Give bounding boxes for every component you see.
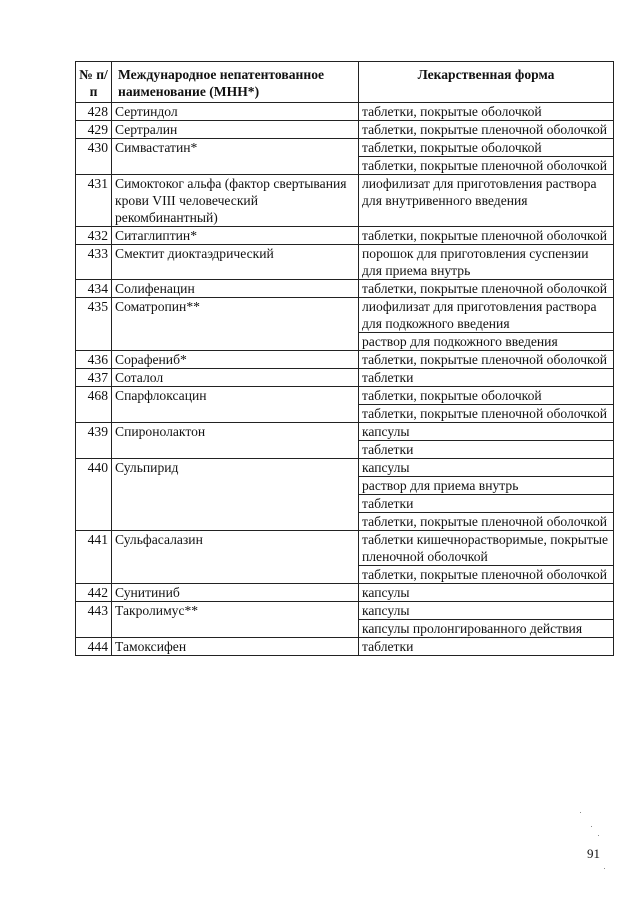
dosage-form: таблетки [359, 441, 614, 459]
scan-speck [598, 835, 599, 836]
dosage-form: таблетки, покрытые пленочной оболочкой [359, 566, 614, 584]
table-row [76, 227, 614, 245]
dosage-form: раствор для приема внутрь [359, 477, 614, 495]
table-row [76, 369, 614, 387]
table-row [76, 638, 614, 656]
drug-name: Такролимус** [112, 602, 359, 638]
row-number: 441 [76, 531, 112, 584]
row-number: 468 [76, 387, 112, 423]
dosage-form: таблетки, покрытые оболочкой [359, 387, 614, 405]
dosage-form: таблетки, покрытые пленочной оболочкой [359, 157, 614, 175]
dosage-form: капсулы [359, 459, 614, 477]
header-dosage-form: Лекарственная форма [359, 62, 614, 103]
dosage-form: порошок для приготовления суспензии для приема внутрь [359, 245, 614, 280]
drug-name: Спарфлоксацин [112, 387, 359, 423]
dosage-form: лиофилизат для приготовления раствора для подкожного введения [359, 298, 614, 333]
drug-name: Сертиндол [112, 103, 359, 121]
dosage-form: таблетки, покрытые оболочкой [359, 139, 614, 157]
row-number: 444 [76, 638, 112, 656]
table-header-row [76, 62, 614, 103]
drug-name: Сунитиниб [112, 584, 359, 602]
drug-name: Сертралин [112, 121, 359, 139]
drug-name: Соталол [112, 369, 359, 387]
drug-forms-table [75, 61, 614, 656]
drug-name: Симоктоког альфа (фактор свертывания крови VIII человеческий рекомбинантный) [112, 175, 359, 227]
table-row [76, 175, 614, 227]
table-row [76, 139, 614, 157]
drug-name: Сульпирид [112, 459, 359, 531]
row-number: 442 [76, 584, 112, 602]
page-number: 91 [587, 846, 600, 861]
table-row [76, 584, 614, 602]
dosage-form: капсулы пролонгированного действия [359, 620, 614, 638]
dosage-form: лиофилизат для приготовления раствора для внутривенного введения [359, 175, 614, 227]
dosage-form: таблетки, покрытые пленочной оболочкой [359, 227, 614, 245]
dosage-form: таблетки, покрытые пленочной оболочкой [359, 121, 614, 139]
drug-name: Солифенацин [112, 280, 359, 298]
dosage-form: таблетки [359, 495, 614, 513]
dosage-form: таблетки [359, 369, 614, 387]
dosage-form: таблетки, покрытые пленочной оболочкой [359, 405, 614, 423]
scan-speck [591, 826, 592, 827]
row-number: 439 [76, 423, 112, 459]
drug-name: Симвастатин* [112, 139, 359, 175]
row-number: 437 [76, 369, 112, 387]
row-number: 434 [76, 280, 112, 298]
dosage-form: капсулы [359, 584, 614, 602]
row-number: 436 [76, 351, 112, 369]
drug-name: Сорафениб* [112, 351, 359, 369]
header-inn-name: Международное непатентованное наименование (МНН*) [112, 62, 359, 103]
table-row [76, 103, 614, 121]
dosage-form: капсулы [359, 423, 614, 441]
dosage-form: таблетки, покрытые оболочкой [359, 103, 614, 121]
drug-name: Ситаглиптин* [112, 227, 359, 245]
dosage-form: капсулы [359, 602, 614, 620]
drug-name: Соматропин** [112, 298, 359, 351]
drug-name: Спиронолактон [112, 423, 359, 459]
dosage-form: таблетки, покрытые пленочной оболочкой [359, 351, 614, 369]
dosage-form: таблетки, покрытые пленочной оболочкой [359, 280, 614, 298]
row-number: 435 [76, 298, 112, 351]
dosage-form: таблетки, покрытые пленочной оболочкой [359, 513, 614, 531]
table-row [76, 602, 614, 620]
scan-speck [604, 868, 605, 869]
row-number: 440 [76, 459, 112, 531]
row-number: 432 [76, 227, 112, 245]
table-row [76, 459, 614, 477]
dosage-form: таблетки кишечнорастворимые, покрытые пленочной оболочкой [359, 531, 614, 566]
table-row [76, 121, 614, 139]
row-number: 431 [76, 175, 112, 227]
table-row [76, 298, 614, 333]
drug-name: Тамоксифен [112, 638, 359, 656]
dosage-form: раствор для подкожного введения [359, 333, 614, 351]
table-row [76, 351, 614, 369]
drug-name: Сульфасалазин [112, 531, 359, 584]
table-row [76, 387, 614, 405]
table-row [76, 531, 614, 566]
dosage-form: таблетки [359, 638, 614, 656]
document-page [75, 61, 613, 656]
scan-speck [580, 812, 581, 813]
table-row [76, 280, 614, 298]
table-row [76, 245, 614, 280]
table-row [76, 423, 614, 441]
row-number: 428 [76, 103, 112, 121]
row-number: 429 [76, 121, 112, 139]
row-number: 433 [76, 245, 112, 280]
drug-name: Смектит диоктаэдрический [112, 245, 359, 280]
header-number: № п/п [76, 62, 112, 103]
row-number: 443 [76, 602, 112, 638]
row-number: 430 [76, 139, 112, 175]
